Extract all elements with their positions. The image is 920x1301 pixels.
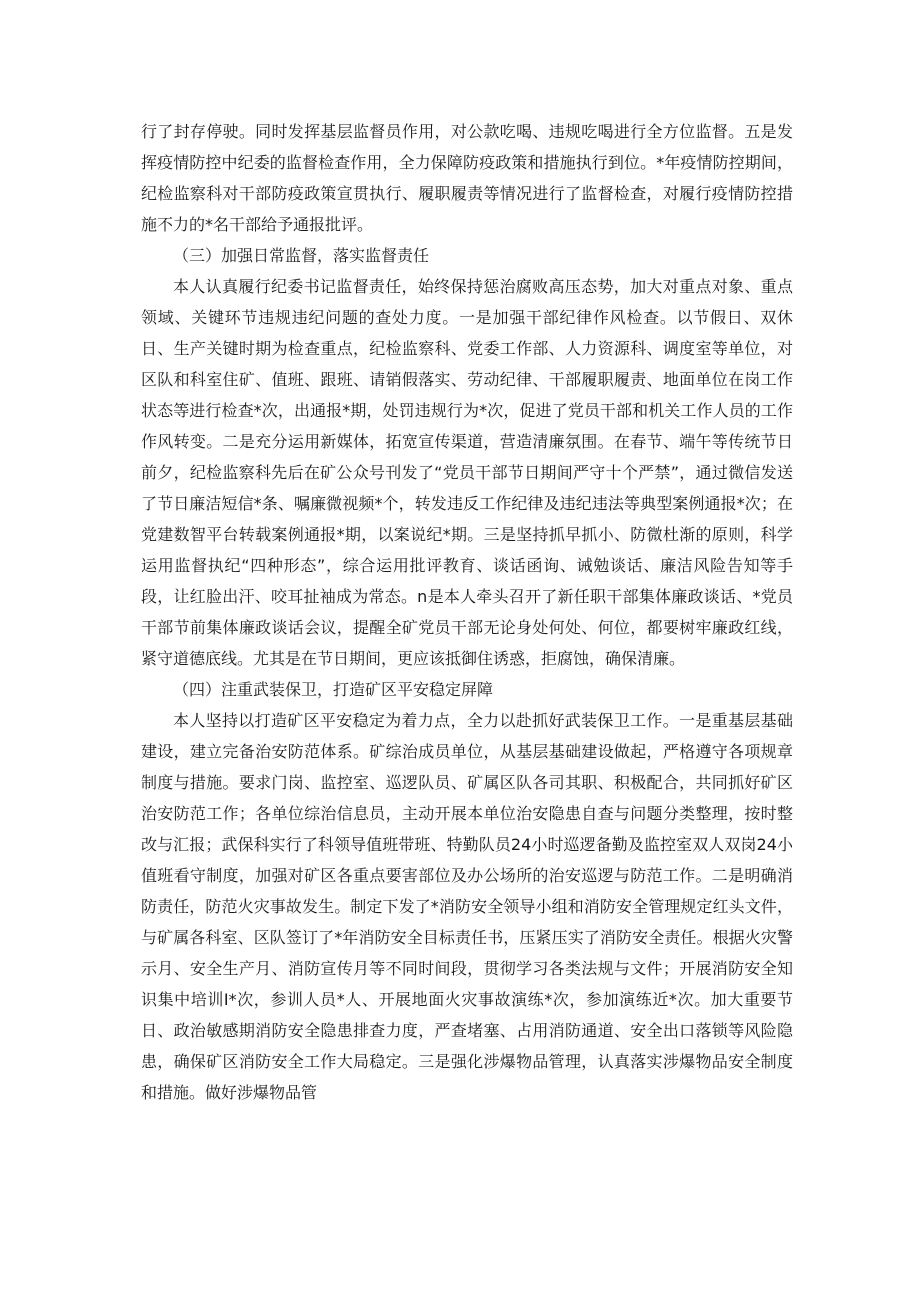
section-heading-4: （四）注重武装保卫，打造矿区平安稳定屏障 xyxy=(173,680,494,699)
paragraph-daily-supervision: 本人认真履行纪委书记监督责任，始终保持惩治腐败高压态势，加大对重点对象、重点领域、关键环节违规违纪问题的查处力度。一是加强干部纪律作风检查。以节假日、双休日、生产关键时期为检查重点，纪检监察科、党委工作部、人力资源科、调度室等单位，对区队和科室住矿、值班、跟班、请销假落实、劳动纪律、干部履职履责、地面单位在岗工作状态等进行检查*次，出通报*期，处罚违规行为*次，促进了党员干部和机关工作人员的工作作风转变。二是充分运用新媒体，拓宽宣传渠道，营造清廉氛围。在春节、端午等传统节日前夕，纪检监察科先后在矿公众号刊发了“党员干部节日期间严守十个严禁”，通过微信发送了节日廉洁短信*条、嘱廉微视频*个，转发违反工作纪律及违纪违法等典型案例通报*次；在党建数智平台转载案例通报*期，以案说纪*期。三是坚持抓早抓小、防微杜渐的原则，科学运用监督执纪“四种形态”，综合运用批评教育、谈话函询、诫勉谈话、廉洁风险告知等手段，让红脸出汗、咬耳扯袖成为常态。n是本人牵头召开了新任职干部集体廉政谈话、*党员干部节前集体廉政谈话会议，提醒全矿党员干部无论身处何处、何位，都要树牢廉政红线，紧守道德底线。尤其是在节日期间，更应该抵御住诱惑，拒腐蚀，确保清廉。 xyxy=(141,277,793,668)
paragraph-armed-security: 本人坚持以打造矿区平安稳定为着力点，全力以赴抓好武装保卫工作。一是重基层基础建设，建立完备治安防范体系。矿综治成员单位，从基层基础建设做起，严格遵守各项规章制度与措施。要求门岗、监控室、巡逻队员、矿属区队各司其职、积极配合，共同抓好矿区治安防范工作；各单位综治信息员，主动开展本单位治安隐患自查与问题分类整理，按时整改与汇报；武保科实行了科领导值班带班、特勤队员24小时巡逻备勤及监控室双人双岗24小值班看守制度，加强对矿区各重点要害部位及办公场所的治安巡逻与防范工作。二是明确消防责任，防范火灾事故发生。制定下发了*消防安全领导小组和消防安全管理规定红头文件，与矿属各科室、区队签订了*年消防安全目标责任书，压紧压实了消防安全责任。根据火灾警示月、安全生产月、消防宣传月等不同时间段，贯彻学习各类法规与文件；开展消防安全知识集中培训I*次，参训人员*人、开展地面火灾事故演练*次，参加演练近*次。加大重要节日、政治敏感期消防安全隐患排查力度，严查堵塞、占用消防通道、安全出口落锁等风险隐患，确保矿区消防安全工作大局稳定。三是强化涉爆物品管理，认真落实涉爆物品安全制度和措施。做好涉爆物品管 xyxy=(141,711,793,1102)
paragraph-continuation: 行了封存停驶。同时发挥基层监督员作用，对公款吃喝、违规吃喝进行全方位监督。五是发挥疫情防控中纪委的监督检查作用，全力保障防疫政策和措施执行到位。*年疫情防控期间，纪检监察科对干部防疫政策宣贯执行、履职履责等情况进行了监督检查，对履行疫情防控措施不力的*名干部给予通报批评。 xyxy=(141,122,793,234)
section-heading-3: （三）加强日常监督，落实监督责任 xyxy=(173,246,430,265)
document-body xyxy=(141,116,793,1108)
